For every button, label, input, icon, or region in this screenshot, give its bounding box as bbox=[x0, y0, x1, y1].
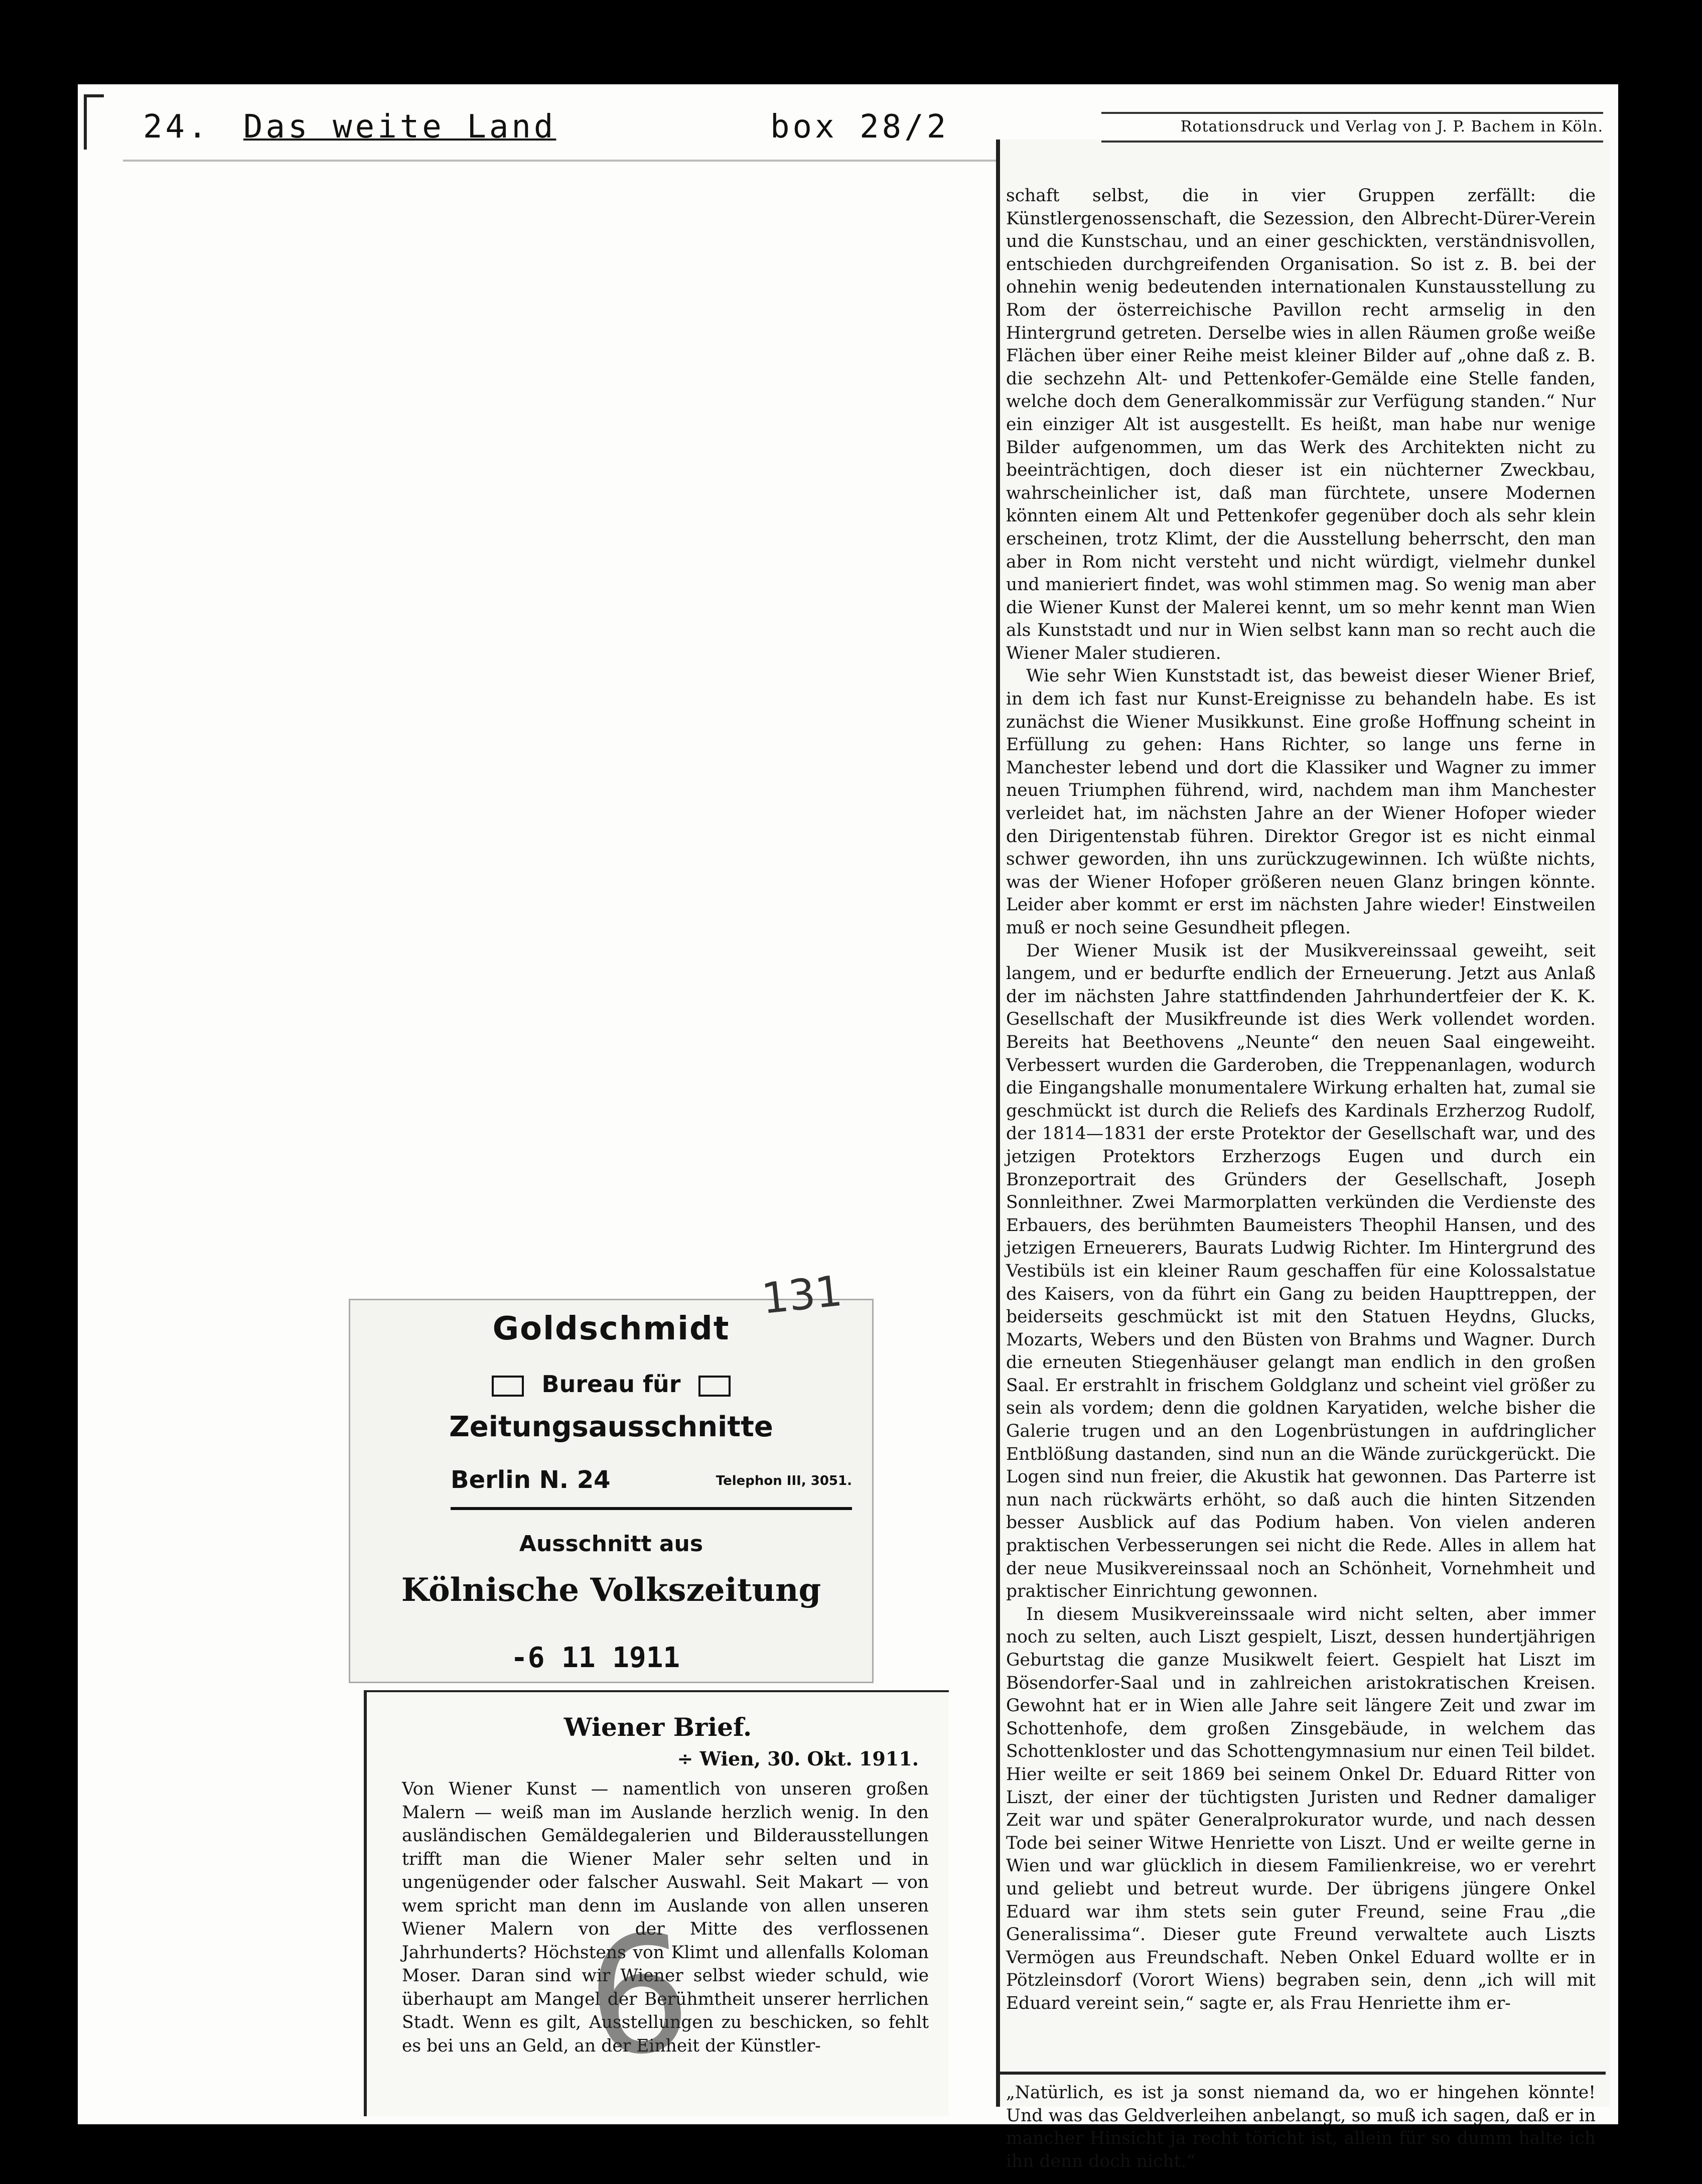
stamp-firm: Goldschmidt bbox=[492, 1310, 730, 1347]
stamp-bureau bbox=[350, 1371, 872, 1398]
wiener-brief-clipping bbox=[364, 1690, 949, 2116]
article-paragraph: Der Wiener Musik ist der Musikvereinssaal geweiht, seit langem, und er bedurfte endlich der Erneuerung. Jetzt aus Anlaß der im nächsten Jahre stattfindenden Jahrhundertfeier der K. K. Gesellschaft der Musikfreunde ist dies Werk vollendet worden. Bereits hat Beethovens „Neunte“ den neuen Saal eingeweiht. Verbessert wurden die Garderoben, die Treppenanlagen, wodurch die Eingangshalle monumentalere Wirkung erhalten hat, zumal sie geschmückt ist durch die Reliefs des Kardinals Erzherzog Rudolf, der 1814—1831 der erste Protektor der Gesellschaft war, und des jetzigen Protektors Erzherzogs Eugen und durch ein Bronzeportrait des Gründers der Gesellschaft, Joseph Sonnleithner. Zwei Marmorplatten verkünden die Verdienste des Erbauers, des berühmten Baumeisters Theophil Hansen, und des jetzigen Erneuerers, Baurats Ludwig Richter. Im Hintergrund des Vestibüls ist ein kleiner Raum geschaffen für eine Kolossalstatue des Kaisers, von da führt ein Gang zu beiden Haupttreppen, der beiderseits geschmückt ist mit den Statuen Heydns, Glucks, Mozarts, Webers und den Büsten von Brahms und Wagner. Durch die erneuten Stiegenhäuser gelangt man endlich in den großen Saal. Er erstrahlt in frischem Goldglanz und scheint viel größer zu sein als vordem; denn die goldnen Karyatiden, welche bisher die Galerie trugen und an den Logenbrüstungen in aufdringlicher Entblößung dastanden, sind nun an die Wände zurückgerückt. Die Logen sind nun freier, die Akustik hat gewonnen. Das Parterre ist nun nach rückwärts erhöht, so daß auch die hinten Sitzenden besser Ausblick auf das Podium haben. Von vielen anderen praktischen Verbesserungen sei nicht die Rede. Alles in allem hat der neue Musikvereinssaal noch an Schönheit, Vornehmheit und praktischer Einrichtung gewonnen. bbox=[1006, 940, 1596, 1602]
stamp-date: -6 11 1911 bbox=[511, 1642, 680, 1674]
archive-sheet bbox=[78, 84, 1618, 2171]
header-rule bbox=[123, 160, 1026, 162]
stamp-telephone: Telephon III, 3051. bbox=[716, 1473, 852, 1488]
article-paragraph: In diesem Musikvereinssaale wird nicht selten, aber immer noch zu selten, auch Liszt gespielt, Liszt, dessen hundertjährigen Geburtstag die ganze Musikwelt feiert. Gespielt hat Liszt im Bösendorfer-Saal und in zahlreichen aristokratischen Kreisen. Gewohnt hat er in Wien alle Jahre seit längere Zeit und zwar im Schottenhofe, dem großen Zinsgebäude, in welchem das Schottenkloster und das Schottengymnasium nur einen Teil bildet. Hier weilte er seit 1869 bei seinem Onkel Dr. Eduard Ritter von Liszt, der einer der tüchtigsten Juristen und Redner damaliger Zeit war und später Generalprokurator wurde, und nach dessen Tode bei seiner Witwe Henriette von Liszt. Und er weilte gerne in Wien und war glücklich in diesem Familienkreise, wo er verehrt und geliebt und betreut wurde. Der übrigens jüngere Onkel Eduard war ihm stets sein guter Freund, seine Frau „die Generalissima“. Dieser gute Freund verwaltete auch Liszts Vermögen aus Freundschaft. Neben Onkel Eduard wollte er in Pötzleinsdorf (Vorort Wiens) begraben sein, denn „ich will mit Eduard vereint sein,“ sagte er, als Frau Henriette ihm er- bbox=[1006, 1604, 1596, 2013]
stamp-city: Berlin N. 24 bbox=[451, 1466, 611, 1494]
stamp-newspaper: Kölnische Volkszeitung bbox=[401, 1571, 821, 1609]
brief-heading: Wiener Brief. bbox=[563, 1712, 752, 1742]
envelope-icon bbox=[492, 1376, 524, 1397]
corner-mark bbox=[84, 94, 87, 150]
imprint: Rotationsdruck und Verlag von J. P. Bachem in Köln. bbox=[1101, 112, 1603, 135]
brief-body: Von Wiener Kunst — namentlich von unseren großen Malern — weiß man im Auslande herzlich wenig. In den ausländischen Gemäldegalerien und Bilderausstellungen trifft man die Wiener Maler sehr selten und in ungenügender oder falscher Auswahl. Seit Makart — von wem spricht man denn im Auslande von allen unseren Wiener Malern von der Mitte des verflossenen Jahrhunderts? Höchstens von Klimt und allenfalls Koloman Moser. Daran sind wir Wiener selbst wieder schuld, wie überhaupt am Mangel der Berühmtheit unserer herrlichen Stadt. Wenn es gilt, Ausstellungen zu beschicken, so fehlt es bei uns an Geld, an der Einheit der Künstler- bbox=[402, 1779, 929, 2056]
archive-header bbox=[143, 99, 1021, 145]
clipping-bureau-stamp bbox=[349, 1266, 874, 1683]
article-main bbox=[1006, 185, 1596, 2015]
header-title: Das weite Land bbox=[243, 108, 556, 146]
header-box: box 28/2 bbox=[770, 108, 949, 146]
imprint-rule bbox=[1101, 141, 1603, 143]
stamp-bureau-label: Bureau für bbox=[541, 1371, 681, 1398]
article-bottom: „Natürlich, es ist ja sonst niemand da, wo er hingehen könnte! Und was das Geldverleihen anbelangt, so muß ich sagen, daß er in mancher Hinsicht ja recht töricht ist, allein für so dumm halte ich ihn denn doch nicht.“ bbox=[1006, 2083, 1596, 2171]
bottom-rule bbox=[996, 2072, 1606, 2075]
corner-mark-top bbox=[84, 94, 104, 97]
brief-dateline: ÷ Wien, 30. Okt. 1911. bbox=[677, 1747, 919, 1770]
header-number: 24. bbox=[143, 108, 210, 146]
stamp-service: Zeitungsausschnitte bbox=[449, 1411, 773, 1443]
stamp-clipping-label: Ausschnitt aus bbox=[519, 1531, 703, 1557]
envelope-icon bbox=[698, 1376, 731, 1397]
article-paragraph: Wie sehr Wien Kunststadt ist, das beweist dieser Wiener Brief, in dem ich fast nur Kunst-Ereignisse zu behandeln habe. Es ist zunächst die Wiener Musikkunst. Eine große Hoffnung scheint in Erfüllung zu gehen: Hans Richter, so lange uns ferne in Manchester lebend und dort die Klassiker und Wagner zu immer neuen Triumphen führend, wird, nachdem man ihm Manchester verleidet hat, im nächsten Jahre an der Wiener Hofoper wieder den Dirigentenstab führen. Direktor Gregor ist es nicht einmal schwer geworden, ihn uns zurückzugewinnen. Ich wüßte nichts, was der Wiener Hofoper größeren neuen Glanz bringen könnte. Leider aber kommt er erst im nächsten Jahre wieder! Einstweilen muß er noch seine Gesundheit pflegen. bbox=[1006, 666, 1596, 938]
article-paragraph: schaft selbst, die in vier Gruppen zerfällt: die Künstlergenossenschaft, die Sezession, den Albrecht-Dürer-Verein und die Kunstschau, und an einer geschickten, verständnisvollen, entschieden durchgreifenden Organisation. So ist z. B. bei der ohnehin wenig bedeutenden internationalen Kunstausstellung zu Rom der österreichische Pavillon recht armselig in den Hintergrund getreten. Derselbe wies in allen Räumen große weiße Flächen über einer Reihe meist kleiner Bilder auf „ohne daß z. B. die sechzehn Alt- und Pettenkofer-Gemälde eine Stelle fanden, welche doch dem Generalkommissär zur Verfügung standen.“ Nur ein einziger Alt ist ausgestellt. Es heißt, man habe nur wenige Bilder aufgenommen, um das Werk des Architekten nicht zu beeinträchtigen, doch dieser ist ein nüchterner Zweckbau, wahrscheinlicher ist, daß man fürchtete, unsere Modernen könnten einem Alt und Pettenkofer gegenüber doch als sehr klein erscheinen, trotz Klimt, der die Ausstellung beherrscht, den man aber in Rom nicht versteht und nicht würdigt, vielmehr dunkel und manieriert findet, was wohl stimmen mag. So wenig man aber die Wiener Kunst der Malerei kennt, um so mehr kennt man Wien als Kunststadt und nur in Wien selbst kann man so recht auch die Wiener Maler studieren. bbox=[1006, 186, 1596, 663]
handwritten-mark: 6 bbox=[581, 1899, 696, 2093]
stamp-rule bbox=[451, 1507, 852, 1510]
handwritten-number: 131 bbox=[759, 1266, 845, 1324]
